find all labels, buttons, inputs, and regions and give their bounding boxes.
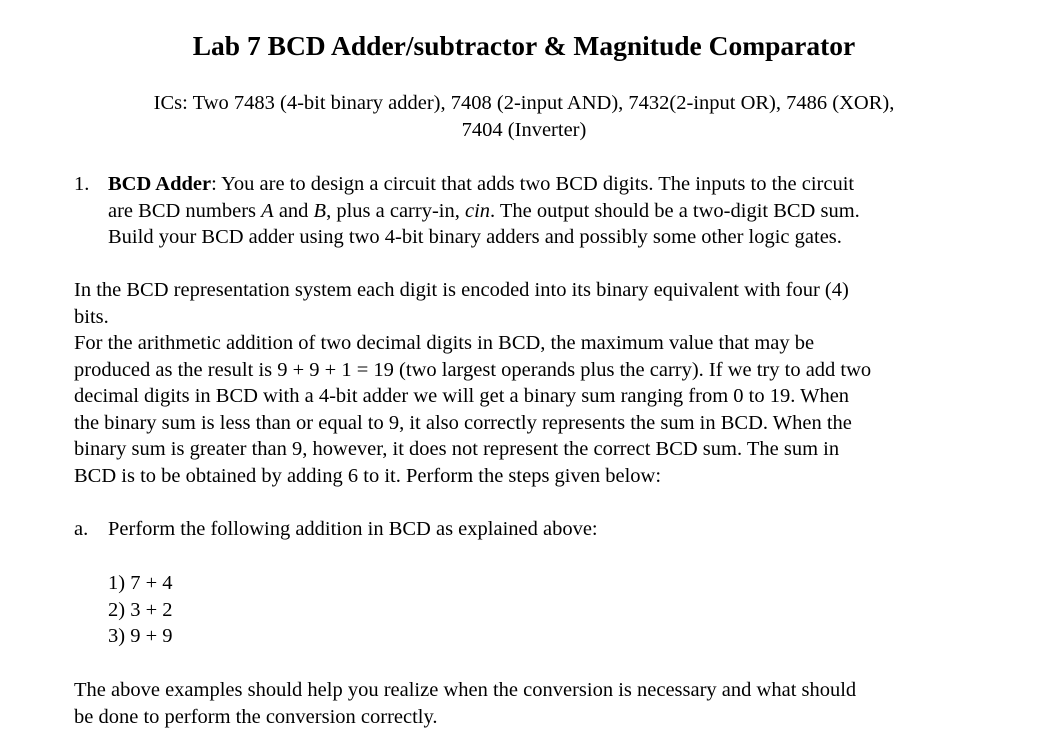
example-item: 2) 3 + 2: [108, 598, 173, 621]
paragraph-line: produced as the result is 9 + 9 + 1 = 19 (two largest operands plus the carry). If we try to add two: [74, 358, 872, 381]
item-text: [108, 171, 860, 251]
item-line-1: [108, 171, 860, 198]
ics-line-1: ICs: Two 7483 (4-bit binary adder), 7408 (2-input AND), 7432(2-input OR), 7486 (XOR),: [153, 92, 895, 114]
closing-paragraph: [74, 677, 856, 730]
paragraph-line: binary sum is greater than 9, however, it does not represent the correct BCD sum. The sum in: [74, 438, 840, 460]
variable-b: B: [313, 199, 327, 222]
page-title: Lab 7 BCD Adder/subtractor & Magnitude Comparator: [192, 30, 856, 61]
examples-list: [108, 570, 173, 650]
ics-line-2: 7404 (Inverter): [461, 118, 587, 141]
item-line-1-text: : You are to design a circuit that adds two BCD digits. The inputs to the circuit: [211, 173, 855, 195]
lettered-item-a-text-wrap: [108, 516, 598, 543]
item-line-2-text-a: are BCD numbers: [108, 199, 262, 222]
item-a-text: Perform the following addition in BCD as explained above:: [108, 518, 598, 540]
example-item: 3) 9 + 9: [108, 625, 173, 647]
paragraph-line: The above examples should help you realize when the conversion is necessary and what should: [74, 679, 857, 701]
item-heading: BCD Adder: [108, 173, 212, 195]
paragraph-line: In the BCD representation system each digit is encoded into its binary equivalent with four (4): [74, 279, 849, 301]
item-number: 1.: [74, 173, 90, 195]
paragraph-line: For the arithmetic addition of two decimal digits in BCD, the maximum value that may be: [74, 332, 815, 354]
item-line-2-text-c: , plus a carry-in,: [326, 199, 465, 222]
item-line-3: Build your BCD adder using two 4-bit binary adders and possibly some other logic gates.: [108, 226, 842, 248]
item-letter: a.: [74, 518, 89, 540]
paragraph-line: decimal digits in BCD with a 4-bit adder we will get a binary sum ranging from 0 to 19. When: [74, 385, 850, 407]
paragraph-line: be done to perform the conversion correctly.: [74, 705, 438, 728]
paragraph-line: BCD is to be obtained by adding 6 to it. Perform the steps given below:: [74, 464, 662, 487]
paragraph-line: the binary sum is less than or equal to 9, it also correctly represents the sum in BCD. When the: [74, 411, 852, 434]
variable-cin: cin: [464, 199, 491, 222]
item-line-2: [108, 198, 860, 225]
item-line-2-text-d: . The output should be a two-digit BCD sum.: [490, 199, 860, 222]
item-line-2-text-b: and: [273, 199, 314, 222]
example-item: 1) 7 + 4: [108, 572, 173, 594]
paragraph-line: bits.: [74, 305, 109, 328]
variable-a: A: [261, 199, 274, 222]
bcd-explanation-paragraph: [74, 277, 871, 489]
ics-list: [0, 90, 1048, 143]
